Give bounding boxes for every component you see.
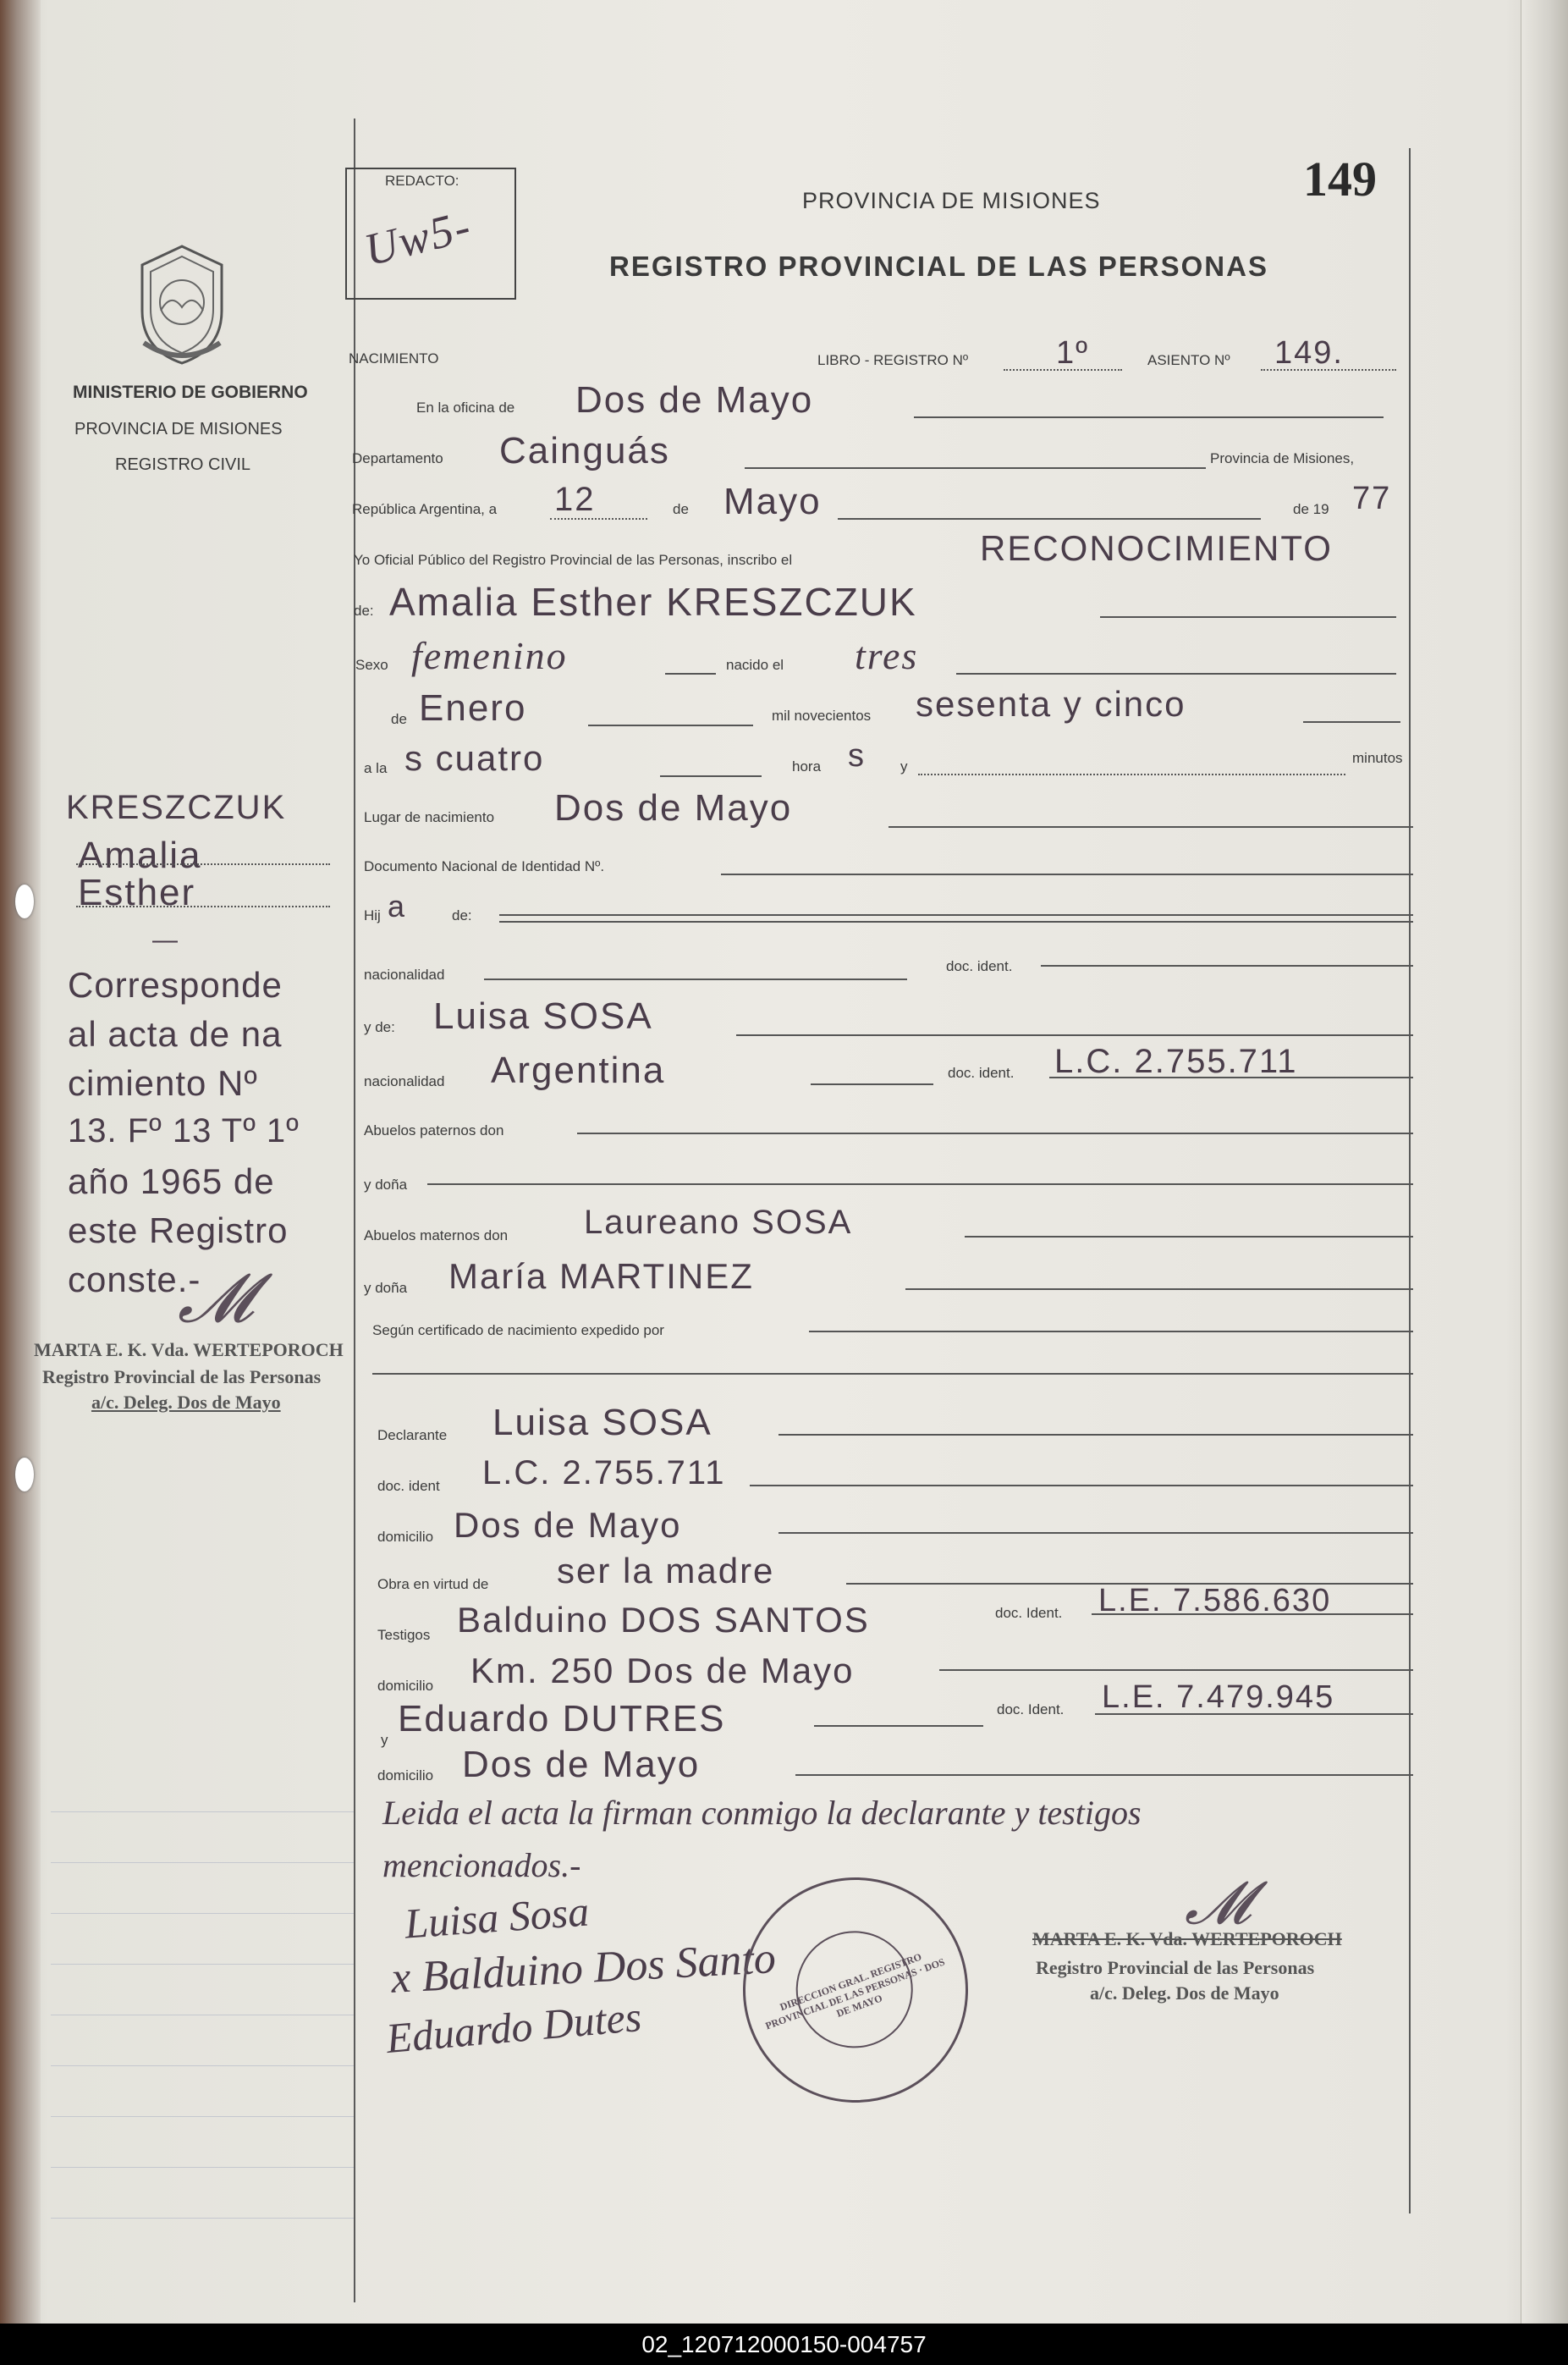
- nacido-label: nacido el: [726, 657, 784, 673]
- ministry-line-2: PROVINCIA DE MISIONES: [74, 420, 283, 438]
- registry-title: REGISTRO PROVINCIAL DE LAS PERSONAS: [609, 251, 1268, 282]
- anio-label: de 19: [1293, 501, 1329, 517]
- page-binding: [0, 0, 41, 2324]
- lugar-label: Lugar de nacimiento: [364, 809, 495, 825]
- y2-label: y: [381, 1732, 388, 1748]
- departamento-label: Departamento: [352, 450, 443, 466]
- abuelos-mat-label: Abuelos maternos don: [364, 1227, 509, 1243]
- dia-value: 12: [554, 481, 596, 518]
- nacionalidad2-label: nacionalidad: [364, 1073, 445, 1089]
- redacto-box: [345, 168, 516, 300]
- oficial-value: RECONOCIMIENTO: [980, 528, 1333, 568]
- margin-line-1: Corresponde: [68, 965, 283, 1005]
- provincia-label: Provincia de Misiones,: [1210, 450, 1355, 466]
- oficial-label: Yo Oficial Público del Registro Provincial de las Personas, inscribo el: [354, 552, 793, 568]
- testigo2-value: Eduardo DUTRES: [398, 1698, 726, 1739]
- margin-line-3: cimiento Nº: [68, 1063, 258, 1103]
- cierre-line-1: Leida el acta la firman conmigo la declarante y testigos: [382, 1794, 1142, 1832]
- right-margin-rule: [1409, 148, 1411, 2213]
- y-dona-label: y doña: [364, 1177, 408, 1193]
- nacionalidad-label: nacionalidad: [364, 967, 445, 983]
- stamp-right-line-2: Registro Provincial de las Personas: [1036, 1957, 1315, 1978]
- doc-ident2-label: doc. ident.: [948, 1065, 1015, 1081]
- obra-value: ser la madre: [557, 1551, 775, 1590]
- redacto-initials: Uw5-: [359, 200, 477, 276]
- page-number: 149: [1303, 152, 1377, 207]
- margin-line-6: este Registro: [68, 1210, 289, 1250]
- domicilio-value: Dos de Mayo: [454, 1505, 682, 1545]
- oficina-label: En la oficina de: [416, 400, 515, 416]
- domicilio3-value: Dos de Mayo: [462, 1744, 701, 1785]
- record-type: NACIMIENTO: [349, 350, 439, 367]
- declarante-value: Luisa SOSA: [492, 1402, 712, 1443]
- margin-line-5: año 1965 de: [68, 1161, 275, 1201]
- stamp-left-line-3: a/c. Deleg. Dos de Mayo: [91, 1392, 281, 1413]
- doc-ident-label: doc. ident.: [946, 958, 1013, 974]
- province-heading: PROVINCIA DE MISIONES: [802, 188, 1101, 213]
- dni-label: Documento Nacional de Identidad Nº.: [364, 858, 605, 874]
- stamp-right-signature: 𝓜: [1185, 1872, 1253, 1937]
- abuela-mat-value: María MARTINEZ: [448, 1256, 754, 1296]
- domicilio2-value: Km. 250 Dos de Mayo: [470, 1651, 855, 1690]
- cierre-line-2: mencionados.-: [382, 1846, 581, 1884]
- testigo2-doc: L.E. 7.479.945: [1102, 1679, 1335, 1715]
- stamp-left-signature: 𝓜: [178, 1262, 256, 1337]
- hijo-label: Hij: [364, 907, 381, 923]
- punch-hole-bottom: [15, 1458, 34, 1491]
- ministry-line-1: MINISTERIO DE GOBIERNO: [73, 383, 308, 402]
- mes-value: Mayo: [723, 481, 822, 522]
- testigos-label: Testigos: [377, 1627, 431, 1643]
- obra-label: Obra en virtud de: [377, 1576, 489, 1592]
- ala-label: a la: [364, 760, 388, 776]
- doc-ident5-label: doc. Ident.: [997, 1701, 1065, 1717]
- libro-label: LIBRO - REGISTRO Nº: [817, 352, 969, 368]
- nacido-value: tres: [855, 634, 919, 677]
- minutos-label: minutos: [1352, 750, 1403, 766]
- y-label: y: [900, 758, 908, 775]
- sexo-value: femenino: [411, 634, 568, 677]
- libro-value: 1º: [1056, 335, 1090, 371]
- oficina-value: Dos de Mayo: [575, 379, 814, 421]
- asiento-value: 149.: [1274, 335, 1344, 371]
- doc-ident3-value: L.C. 2.755.711: [482, 1454, 726, 1491]
- departamento-value: Cainguás: [499, 430, 670, 471]
- signature-luisa: Luisa Sosa: [403, 1887, 591, 1948]
- doc-ident2-value: L.C. 2.755.711: [1054, 1043, 1298, 1080]
- margin-dash: —: [152, 926, 179, 954]
- testigo1-value: Balduino DOS SANTOS: [457, 1600, 870, 1640]
- doc-ident3-label: doc. ident: [377, 1478, 440, 1494]
- hijo-de-label: de:: [452, 907, 472, 923]
- domicilio2-label: domicilio: [377, 1678, 434, 1694]
- declarante-label: Declarante: [377, 1427, 448, 1443]
- anio-value: 77: [1352, 481, 1392, 516]
- signature-eduardo: Eduardo Dutes: [384, 1992, 644, 2063]
- de-label: de: [673, 501, 689, 517]
- y-dona2-label: y doña: [364, 1280, 408, 1296]
- margin-name-3: Esther: [78, 872, 196, 913]
- official-stamp-right: [1015, 1928, 1405, 2030]
- signature-balduino: x Balduino Dos Santo: [389, 1934, 778, 2003]
- horas-label: hora: [792, 758, 822, 775]
- margin-line-4: 13. Fº 13 Tº 1º: [68, 1112, 300, 1149]
- stamp-left-line-1: MARTA E. K. Vda. WERTEPOROCH: [34, 1339, 344, 1360]
- de2-label: de:: [354, 603, 374, 619]
- republica-label: República Argentina, a: [352, 501, 498, 517]
- punch-hole-top: [15, 885, 34, 918]
- domicilio3-label: domicilio: [377, 1767, 434, 1783]
- hora-value: s cuatro: [404, 738, 545, 778]
- y-de-label: y de:: [364, 1019, 395, 1035]
- margin-line-2: al acta de na: [68, 1014, 283, 1054]
- asiento-label: ASIENTO Nº: [1147, 352, 1230, 368]
- margin-line-7: conste.-: [68, 1260, 201, 1299]
- margin-name-2: Amalia: [78, 835, 202, 876]
- stamp-right-line-3: a/c. Deleg. Dos de Mayo: [1090, 1982, 1279, 2004]
- margin-note-block: [68, 965, 355, 1309]
- margin-name-1: KRESZCZUK: [66, 789, 287, 826]
- redacto-label: REDACTO:: [385, 173, 459, 189]
- horas-suffix: s: [848, 738, 866, 774]
- lugar-value: Dos de Mayo: [554, 787, 793, 829]
- nacionalidad2-value: Argentina: [491, 1050, 666, 1091]
- sexo-label: Sexo: [355, 657, 388, 673]
- testigo1-doc: L.E. 7.586.630: [1098, 1583, 1332, 1618]
- page-edge: [1521, 0, 1568, 2324]
- de3-label: de: [391, 711, 407, 727]
- seal-text: DIRECCION GRAL. REGISTRO PROVINCIAL DE LAS PERSONAS · DOS DE MAYO: [763, 1950, 947, 2032]
- madre-value: Luisa SOSA: [433, 995, 653, 1037]
- domicilio-label: domicilio: [377, 1529, 434, 1545]
- coat-of-arms-emblem: [127, 241, 237, 368]
- ministry-line-3: REGISTRO CIVIL: [115, 455, 251, 474]
- abuelo-mat-value: Laureano SOSA: [584, 1204, 853, 1241]
- nombre-value: Amalia Esther KRESZCZUK: [389, 580, 917, 624]
- scan-footer-id: 02_120712000150-004757: [0, 2324, 1568, 2365]
- stamp-left-line-2: Registro Provincial de las Personas: [42, 1366, 322, 1387]
- hijo-suffix: a: [388, 889, 407, 923]
- doc-ident4-label: doc. Ident.: [995, 1605, 1063, 1621]
- segun-label: Según certificado de nacimiento expedido por: [372, 1322, 664, 1338]
- stamp-right-line-1: MARTA E. K. Vda. WERTEPOROCH: [1032, 1928, 1342, 1949]
- official-stamp-left: [34, 1339, 432, 1441]
- mil-label: mil novecientos: [772, 708, 872, 724]
- anio-nac-value: sesenta y cinco: [916, 684, 1186, 724]
- abuelos-pat-label: Abuelos paternos don: [364, 1122, 504, 1138]
- mes-nac-value: Enero: [419, 687, 527, 729]
